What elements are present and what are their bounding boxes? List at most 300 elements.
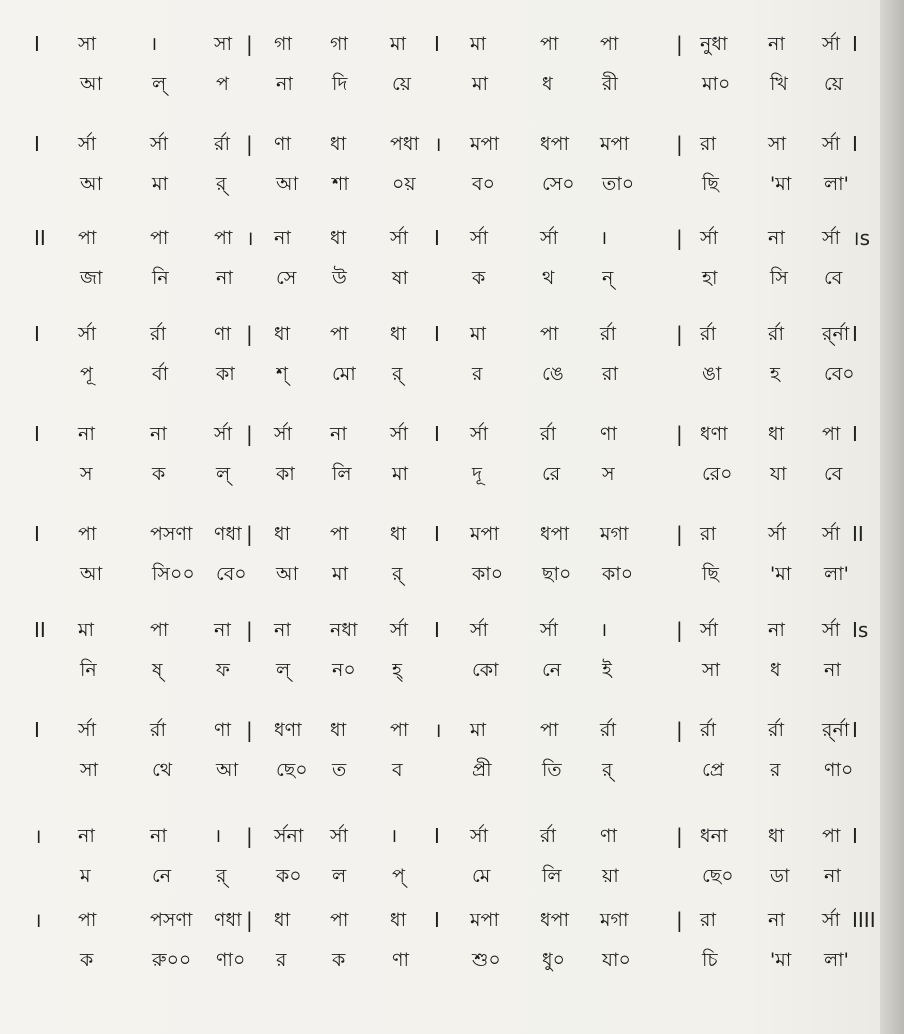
lyric-syllable: শ্ (276, 363, 288, 385)
lyric-syllable: ধ (542, 73, 553, 95)
swara-note: র্সা (390, 619, 409, 641)
bar-line: | (246, 32, 253, 56)
lyric-syllable: য়ে (824, 73, 843, 95)
lyric-syllable: 'মা (770, 949, 792, 971)
stanza (0, 314, 880, 394)
swara-note: মা (78, 619, 95, 641)
lyric-syllable: ল (332, 865, 347, 887)
swara-note: ধা (330, 227, 347, 249)
bar-line: I (434, 226, 440, 250)
swara-note: সা (78, 33, 97, 55)
lyric-syllable: আ (276, 173, 299, 195)
bar-line: I (852, 132, 858, 156)
swara-note: র্রা (768, 323, 784, 345)
bar-line: | (676, 618, 683, 642)
swara-note: র্সা (822, 33, 841, 55)
lyric-syllable: ণা (392, 949, 409, 971)
lyric-syllable: মা (392, 463, 409, 485)
lyric-syllable: শু০ (472, 949, 501, 971)
lyric-syllable: হ্ (392, 659, 402, 681)
bar-line: | (676, 32, 683, 56)
swara-note: র্র্না (822, 323, 850, 345)
swara-note: না (150, 423, 167, 445)
swara-note: । (600, 227, 608, 249)
lyric-syllable: মা (472, 73, 489, 95)
lyric-syllable: থ (542, 267, 555, 289)
lyric-syllable: নি (152, 267, 169, 289)
bar-line: I (852, 718, 858, 742)
bar-line: | (246, 132, 253, 156)
lyric-syllable: ব০ (472, 173, 495, 195)
lyric-syllable: কো (472, 659, 499, 681)
lyric-syllable: লা' (824, 173, 849, 195)
swara-note: র্সা (822, 227, 841, 249)
bar-line: Is (852, 618, 869, 642)
swara-note: গা (330, 33, 348, 55)
swara-note: মপা (600, 133, 629, 155)
swara-note: না (274, 227, 291, 249)
swara-note: র্সা (274, 423, 293, 445)
bar-line: I (34, 32, 40, 56)
notation-line (0, 710, 880, 750)
swara-note: র্রা (150, 323, 166, 345)
swara-note: না (768, 33, 785, 55)
lyric-line (0, 940, 880, 980)
notation-line (0, 816, 880, 856)
swara-note: মগা (600, 909, 629, 931)
lyric-syllable: মা০ (702, 73, 731, 95)
lyric-syllable: নি (80, 659, 97, 681)
swara-note: র্র্না (822, 719, 850, 741)
swara-note: নধা (330, 619, 358, 641)
swara-note: পা (150, 619, 169, 641)
swara-note: র্সা (470, 423, 489, 445)
lyric-syllable: দূ (472, 463, 482, 485)
lyric-line (0, 454, 880, 494)
swara-note: পা (822, 825, 841, 847)
lyric-syllable: মো (332, 363, 356, 385)
swara-note: ধনা (700, 825, 728, 847)
swara-note: র্সা (150, 133, 169, 155)
swara-note: র্সা (390, 227, 409, 249)
swara-note: র্রা (600, 323, 616, 345)
lyric-syllable: আ (216, 759, 239, 781)
swara-note: রা (700, 523, 716, 545)
lyric-syllable: কা০ (472, 563, 504, 585)
swara-note: পা (540, 719, 559, 741)
swara-note: র্সা (78, 719, 97, 741)
lyric-syllable: প্রে (702, 759, 724, 781)
swara-note: না (330, 423, 347, 445)
swara-note: র্রা (214, 133, 230, 155)
swara-note: । (600, 619, 608, 641)
lyric-syllable: 'মা (770, 563, 792, 585)
bar-line: IIII (852, 908, 876, 932)
swara-note: র্সা (540, 619, 559, 641)
bar-line: I (434, 32, 440, 56)
swara-note: র্রা (600, 719, 616, 741)
swara-note: ণা (214, 719, 231, 741)
lyric-syllable: ষ্ (152, 659, 163, 681)
lyric-syllable: বে০ (216, 563, 247, 585)
swara-note: ধণা (700, 423, 728, 445)
lyric-syllable: ষা (392, 267, 408, 289)
swara-note: র্সা (470, 619, 489, 641)
swara-note: র্সনা (274, 825, 304, 847)
lyric-syllable: মা (152, 173, 169, 195)
bar-line: | (676, 908, 683, 932)
lyric-syllable: সে (276, 267, 297, 289)
notation-line (0, 124, 880, 164)
lyric-syllable: সা (702, 659, 721, 681)
lyric-line (0, 856, 880, 896)
lyric-syllable: বে (824, 267, 843, 289)
lyric-syllable: শা (332, 173, 349, 195)
swara-note: পা (330, 323, 349, 345)
swara-note: র্সা (822, 909, 841, 931)
swara-note: মপা (470, 909, 499, 931)
swara-note: মগা (600, 523, 629, 545)
lyric-syllable: র (472, 363, 483, 385)
lyric-syllable: ধু০ (542, 949, 566, 971)
swara-note: র্সা (700, 227, 719, 249)
swara-note: পা (330, 523, 349, 545)
swara-note: ণধা (214, 523, 242, 545)
lyric-syllable: ন্ (602, 267, 614, 289)
lyric-line (0, 164, 880, 204)
swara-note: ণা (274, 133, 291, 155)
lyric-syllable: মে (472, 865, 491, 887)
lyric-syllable: প্ (392, 865, 405, 887)
lyric-line (0, 750, 880, 790)
lyric-syllable: ণা০ (216, 949, 246, 971)
bar-line: I (434, 824, 440, 848)
bar-line: I (34, 322, 40, 346)
swara-note: না (274, 619, 291, 641)
lyric-syllable: ত (332, 759, 347, 781)
lyric-syllable: য়া (602, 865, 619, 887)
lyric-syllable: ল্ (276, 659, 291, 681)
swara-note: র্রা (150, 719, 166, 741)
swara-note: র্সা (78, 323, 97, 345)
swara-note: রা (700, 909, 716, 931)
bar-line: | (246, 322, 253, 346)
bar-line: । (34, 824, 42, 848)
swara-note: না (768, 619, 785, 641)
swara-note: র্সা (540, 227, 559, 249)
swara-note: মা (390, 33, 407, 55)
swara-note: পা (390, 719, 409, 741)
lyric-syllable: ল্ (152, 73, 167, 95)
lyric-syllable: র্ (216, 173, 227, 195)
bar-line: II (34, 618, 46, 642)
lyric-syllable: জা (80, 267, 103, 289)
lyric-syllable: ম (80, 865, 91, 887)
lyric-syllable: ক (332, 949, 346, 971)
bar-line: I (852, 824, 858, 848)
lyric-syllable: ছি (702, 563, 719, 585)
bar-line: । (246, 226, 254, 250)
bar-line: । (34, 908, 42, 932)
swara-note: পা (540, 33, 559, 55)
stanza (0, 710, 880, 790)
swara-note: পা (150, 227, 169, 249)
lyric-syllable: ন০ (332, 659, 356, 681)
swara-note: র্সা (330, 825, 349, 847)
lyric-syllable: ণা০ (824, 759, 854, 781)
bar-line: | (676, 824, 683, 848)
lyric-syllable: রে০ (702, 463, 733, 485)
bar-line: । (434, 132, 442, 156)
lyric-syllable: আ (276, 563, 299, 585)
lyric-syllable: য়ে (392, 73, 411, 95)
swara-note: র্সা (78, 133, 97, 155)
lyric-syllable: ই (602, 659, 612, 681)
lyric-line (0, 554, 880, 594)
swara-note: পা (540, 323, 559, 345)
lyric-syllable: না (824, 659, 841, 681)
bar-line: I (434, 422, 440, 446)
lyric-syllable: দি (332, 73, 348, 95)
lyric-syllable: না (216, 267, 233, 289)
lyric-syllable: বে০ (824, 363, 855, 385)
bar-line: | (676, 226, 683, 250)
swara-note: না (150, 825, 167, 847)
bar-line: II (852, 522, 864, 546)
lyric-syllable: লা' (824, 949, 849, 971)
swara-note: ণধা (214, 909, 242, 931)
lyric-syllable: স (80, 463, 93, 485)
lyric-syllable: লি (332, 463, 352, 485)
swara-note: মা (470, 33, 487, 55)
bar-line: I (434, 522, 440, 546)
page-edge (880, 0, 904, 1034)
lyric-line (0, 650, 880, 690)
swara-note: সা (214, 33, 233, 55)
swara-note: না (768, 909, 785, 931)
lyric-syllable: ঙে (542, 363, 564, 385)
bar-line: I (852, 422, 858, 446)
swara-note: র্রা (540, 423, 556, 445)
lyric-syllable: তা০ (602, 173, 635, 195)
bar-line: ।s (852, 226, 870, 250)
stanza (0, 414, 880, 494)
lyric-syllable: র্ (602, 759, 613, 781)
lyric-syllable: হা (702, 267, 718, 289)
lyric-syllable: নে (542, 659, 562, 681)
lyric-syllable: তি (542, 759, 562, 781)
lyric-line (0, 354, 880, 394)
swara-note: পা (78, 227, 97, 249)
swara-note: ধা (274, 323, 291, 345)
swara-note: পা (330, 909, 349, 931)
notation-line (0, 900, 880, 940)
lyric-syllable: বে (824, 463, 843, 485)
lyric-syllable: ছা০ (542, 563, 572, 585)
lyric-syllable: হ (770, 363, 780, 385)
lyric-syllable: সি০০ (152, 563, 195, 585)
lyric-syllable: কা০ (602, 563, 634, 585)
swara-note: না (78, 423, 95, 445)
swara-note: র্সা (470, 227, 489, 249)
swara-note: র্সা (822, 523, 841, 545)
lyric-syllable: ডা (770, 865, 790, 887)
swara-note: ধণা (274, 719, 302, 741)
bar-line: I (852, 32, 858, 56)
notation-line (0, 414, 880, 454)
swara-note: র্সা (768, 523, 787, 545)
swara-note: ধা (274, 909, 291, 931)
swara-note: ধা (390, 909, 407, 931)
lyric-syllable: ঙা (702, 363, 722, 385)
swara-note: র্সা (822, 133, 841, 155)
lyric-syllable: সে০ (542, 173, 575, 195)
swara-note: ণা (600, 825, 617, 847)
lyric-syllable: লি (542, 865, 562, 887)
swara-note: ণা (600, 423, 617, 445)
lyric-syllable: রা (602, 363, 618, 385)
bar-line: | (676, 422, 683, 446)
lyric-syllable: উ (332, 267, 347, 289)
bar-line: | (246, 422, 253, 446)
bar-line: I (434, 908, 440, 932)
swara-note: পা (214, 227, 233, 249)
stanza (0, 24, 880, 104)
swara-note: পা (78, 523, 97, 545)
bar-line: | (246, 618, 253, 642)
lyric-syllable: র্ (392, 363, 403, 385)
swara-note: মা (470, 719, 487, 741)
lyric-syllable: র্বা (152, 363, 169, 385)
lyric-syllable: আ (80, 563, 103, 585)
notation-line (0, 218, 880, 258)
stanza (0, 900, 880, 980)
lyric-syllable: আ (80, 173, 103, 195)
swara-note: । (214, 825, 222, 847)
swara-note: র্রা (700, 719, 716, 741)
bar-line: | (676, 522, 683, 546)
lyric-syllable: র (276, 949, 287, 971)
lyric-syllable: সি (770, 267, 788, 289)
bar-line: | (246, 718, 253, 742)
lyric-syllable: ছি (702, 173, 719, 195)
lyric-syllable: স (602, 463, 615, 485)
lyric-syllable: রু০০ (152, 949, 192, 971)
swara-note: রা (700, 133, 716, 155)
swara-note: পসণা (150, 523, 193, 545)
swara-note: র্সা (822, 619, 841, 641)
lyric-syllable: রী (602, 73, 618, 95)
lyric-syllable: র্ (392, 563, 403, 585)
swara-note: ধা (768, 825, 785, 847)
lyric-syllable: ফ (216, 659, 230, 681)
notation-line (0, 514, 880, 554)
lyric-syllable: ক (152, 463, 166, 485)
lyric-syllable: ব (392, 759, 403, 781)
lyric-syllable: যা (770, 463, 787, 485)
lyric-syllable: 'মা (770, 173, 792, 195)
lyric-syllable: সা (80, 759, 99, 781)
swara-note: র্রা (700, 323, 716, 345)
bar-line: | (676, 322, 683, 346)
swara-note: না (78, 825, 95, 847)
swara-note: মপা (470, 133, 499, 155)
swara-note: না (768, 227, 785, 249)
stanza (0, 514, 880, 594)
bar-line: | (676, 132, 683, 156)
lyric-syllable: আ (80, 73, 103, 95)
swara-note: পসণা (150, 909, 193, 931)
swara-note: ধা (330, 719, 347, 741)
swara-note: ধা (274, 523, 291, 545)
bar-line: I (434, 322, 440, 346)
swara-note: । (390, 825, 398, 847)
bar-line: I (34, 522, 40, 546)
swara-note: পা (822, 423, 841, 445)
lyric-syllable: না (276, 73, 293, 95)
swara-note: ধা (390, 323, 407, 345)
swara-note: পধা (390, 133, 420, 155)
bar-line: | (246, 824, 253, 848)
bar-line: I (34, 718, 40, 742)
swara-note: মপা (470, 523, 499, 545)
bar-line: I (852, 322, 858, 346)
swara-note: গা (274, 33, 292, 55)
swara-note: র্রা (540, 825, 556, 847)
bar-line: | (246, 522, 253, 546)
swara-note: । (150, 33, 158, 55)
lyric-syllable: ছে০ (276, 759, 308, 781)
stanza (0, 816, 880, 896)
stanza (0, 610, 880, 690)
bar-line: I (34, 132, 40, 156)
lyric-line (0, 258, 880, 298)
stanza (0, 124, 880, 204)
lyric-syllable: রে (542, 463, 561, 485)
lyric-syllable: র্ (216, 865, 227, 887)
lyric-syllable: নে (152, 865, 172, 887)
lyric-syllable: কা (276, 463, 295, 485)
lyric-syllable: মা (332, 563, 349, 585)
bar-line: । (434, 718, 442, 742)
swara-note: পা (78, 909, 97, 931)
lyric-syllable: ধ (770, 659, 781, 681)
lyric-syllable: র (770, 759, 781, 781)
lyric-syllable: প্রী (472, 759, 492, 781)
lyric-syllable: পূ (80, 363, 93, 385)
bar-line: I (434, 618, 440, 642)
bar-line: | (676, 718, 683, 742)
bar-line: | (246, 908, 253, 932)
swara-note: ণা (214, 323, 231, 345)
stanza (0, 218, 880, 298)
lyric-syllable: ছে০ (702, 865, 734, 887)
lyric-line (0, 64, 880, 104)
lyric-syllable: থে (152, 759, 173, 781)
swara-note: ধা (768, 423, 785, 445)
swara-note: ধা (330, 133, 347, 155)
lyric-syllable: চি (702, 949, 718, 971)
notation-line (0, 24, 880, 64)
lyric-syllable: কা (216, 363, 235, 385)
swara-note: র্সা (390, 423, 409, 445)
bar-line: II (34, 226, 46, 250)
lyric-syllable: ক (472, 267, 486, 289)
swara-note: না (214, 619, 231, 641)
lyric-syllable: না (824, 865, 841, 887)
swara-note: সা (768, 133, 787, 155)
swara-note: ধা (390, 523, 407, 545)
